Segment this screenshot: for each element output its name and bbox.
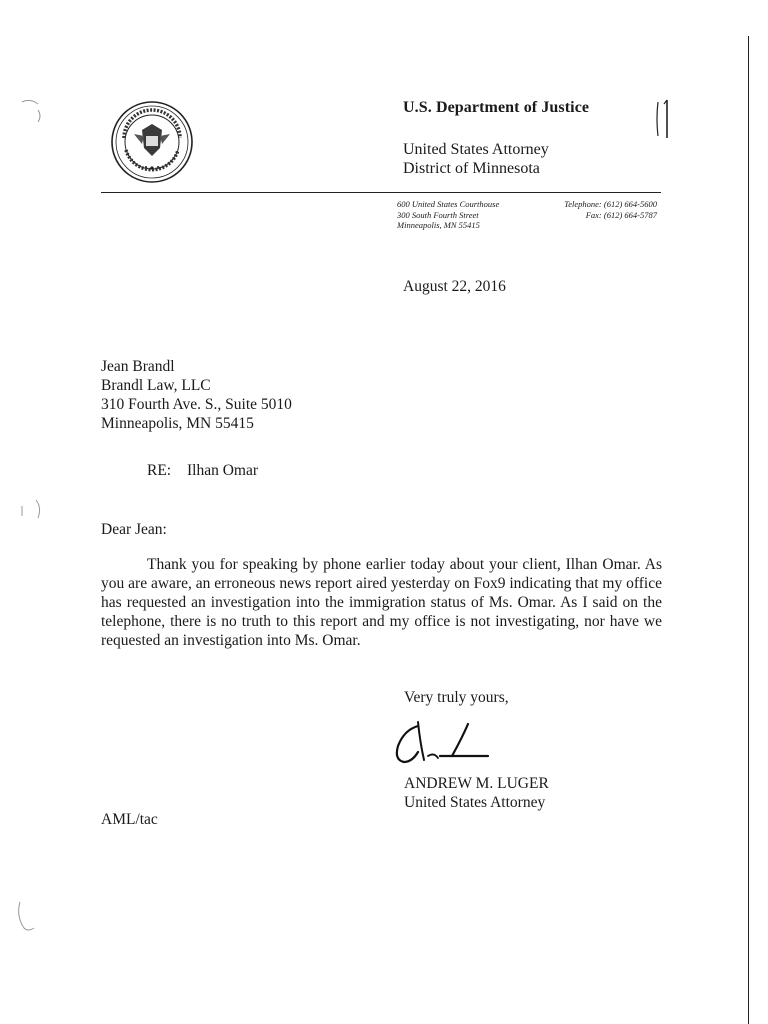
address-line-1: 600 United States Courthouse — [397, 199, 500, 209]
letter-body: Thank you for speaking by phone earlier today about your client, Ilhan Omar. As you are aware, an erroneous news report aired yesterday on Fox9 indicating that my office has requested an investigation into the immigration status of Ms. Omar. As I said on the telephone, there is no truth to this report and my office is not investigating, nor have we requested an investigation into Ms. Omar. — [101, 556, 662, 649]
re-subject: Ilhan Omar — [187, 462, 259, 479]
typist-initials: AML/tac — [101, 811, 158, 828]
scan-hole-mark — [18, 96, 48, 136]
fax-number: Fax: (612) 664-5787 — [585, 209, 657, 220]
office-address — [397, 199, 499, 231]
office-title: United States Attorney — [403, 141, 549, 158]
letterhead-divider — [101, 192, 661, 193]
signer-title: United States Attorney — [404, 793, 546, 811]
signer-name: ANDREW M. LUGER — [404, 775, 549, 792]
address-line-3: Minneapolis, MN 55415 — [397, 220, 480, 230]
salutation: Dear Jean: — [101, 521, 167, 538]
recipient-street: 310 Fourth Ave. S., Suite 5010 — [101, 396, 292, 413]
signer-block — [404, 775, 549, 812]
office-district: District of Minnesota — [403, 160, 540, 177]
office-block — [403, 140, 549, 178]
address-line-2: 300 South Fourth Street — [397, 209, 479, 220]
telephone-number: Telephone: (612) 664-5600 — [564, 199, 657, 209]
scan-edge-line — [748, 36, 749, 1024]
letter-date: August 22, 2016 — [403, 278, 506, 295]
recipient-name: Jean Brandl — [101, 358, 175, 375]
scan-hole-mark — [16, 496, 46, 526]
recipient-city: Minneapolis, MN 55415 — [101, 415, 254, 432]
recipient-block — [101, 357, 292, 433]
agency-name: U.S. Department of Justice — [403, 99, 590, 116]
page-number-mark — [655, 98, 677, 140]
re-label: RE: — [147, 462, 172, 479]
recipient-firm: Brandl Law, LLC — [101, 377, 211, 394]
doj-seal — [110, 100, 194, 184]
office-contact — [547, 199, 657, 220]
closing: Very truly yours, — [404, 689, 509, 706]
scan-hole-mark — [14, 898, 44, 934]
handwritten-signature — [390, 712, 510, 774]
